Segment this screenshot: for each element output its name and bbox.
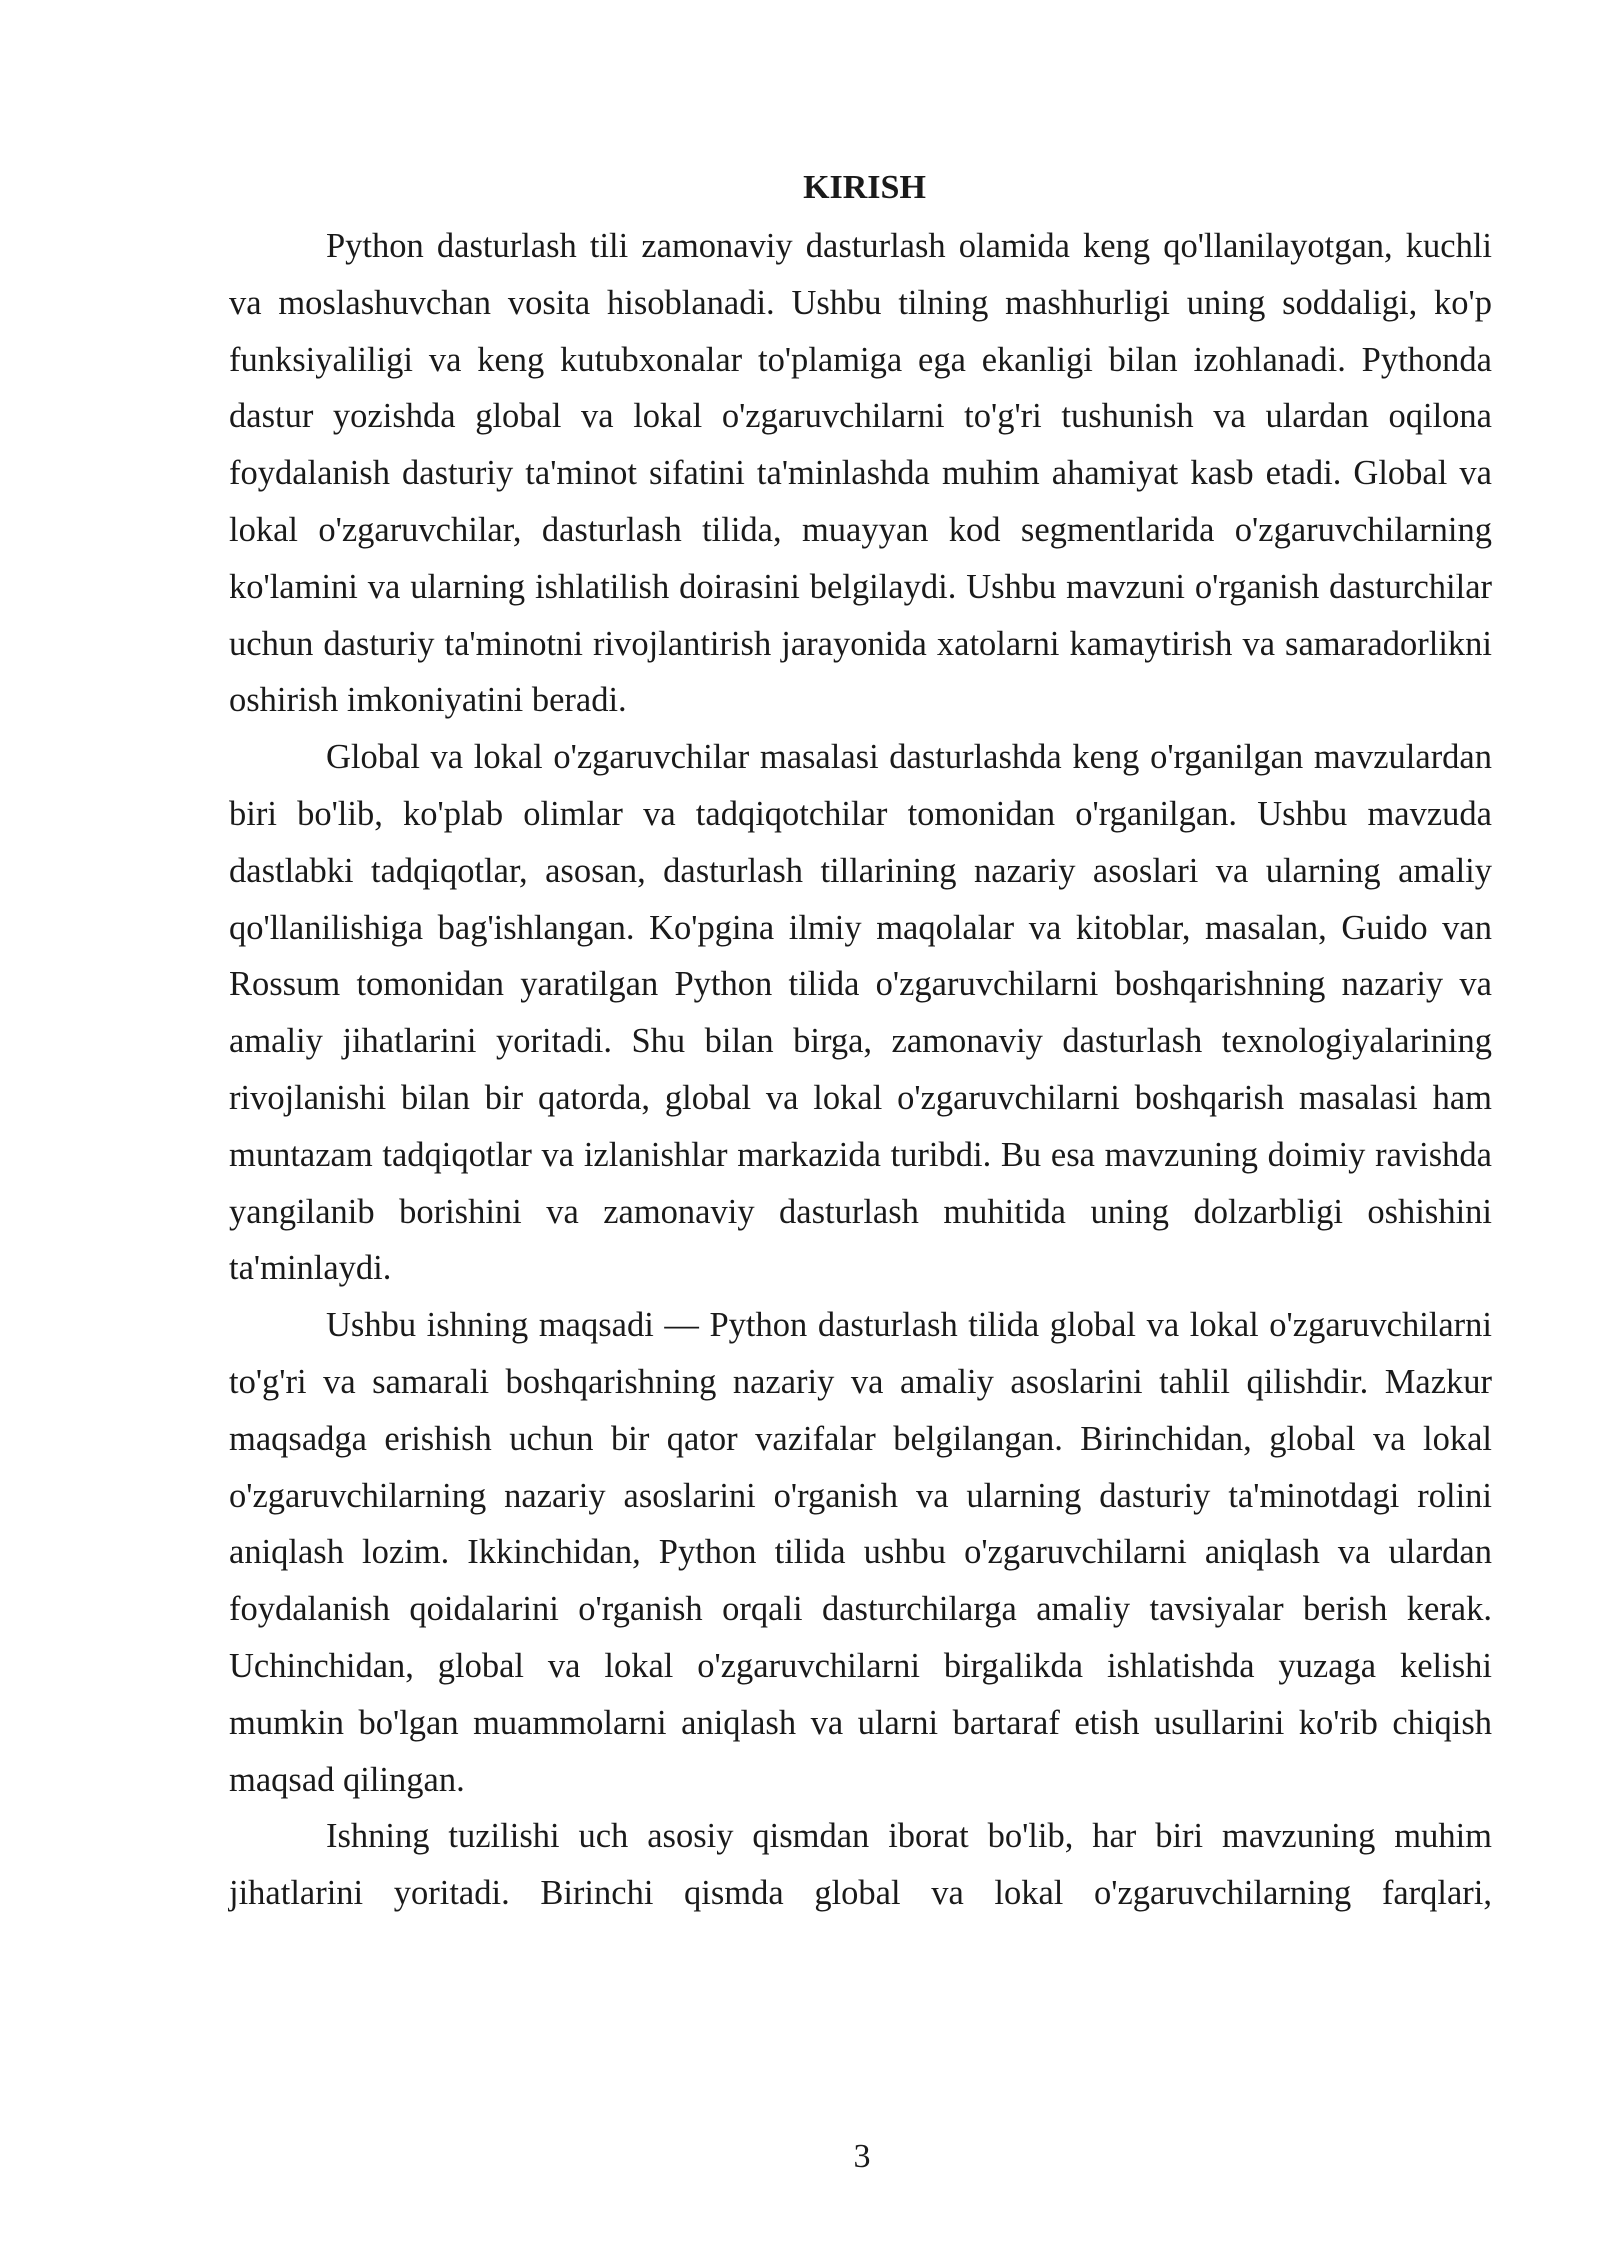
paragraph-1: Python dasturlash tili zamonaviy dasturlash olamida keng qo'llanilayotgan, kuchli va moslashuvchan vosita hisoblanadi. Ushbu tilning mashhurligi uning soddaligi, ko'p funksiyaliligi va keng kutubxonalar to'plamiga ega ekanligi bilan izohlanadi. Pythonda dastur yozishda global va lokal o'zgaruvchilarni to'g'ri tushunish va ulardan oqilona foydalanish dasturiy ta'minot sifatini ta'minlashda muhim ahamiyat kasb etadi. Global va lokal o'zgaruvchilar, dasturlash tilida, muayyan kod segmentlarida o'zgaruvchilarning ko'lamini va ularning ishlatilish doirasini belgilaydi. Ushbu mavzuni o'rganish dasturchilar uchun dasturiy ta'minotni rivojlantirish jarayonida xatolarni kamaytirish va samaradorlikni oshirish imkoniyatini beradi. <box>229 227 1492 720</box>
paragraph-4: Ishning tuzilishi uch asosiy qismdan iborat bo'lib, har biri mavzuning muhim jihatlarini yoritadi. Birinchi qismda global va lokal o'zgaruvchilarning farqlari, <box>229 1817 1492 1913</box>
paragraph-2: Global va lokal o'zgaruvchilar masalasi dasturlashda keng o'rganilgan mavzulardan biri bo'lib, ko'plab olimlar va tadqiqotchilar tomonidan o'rganilgan. Ushbu mavzuda dastlabki tadqiqotlar, asosan, dasturlash tillarining nazariy asoslari va ularning amaliy qo'llanilishiga bag'ishlangan. Ko'pgina ilmiy maqolalar va kitoblar, masalan, Guido van Rossum tomonidan yaratilgan Python tilida o'zgaruvchilarni boshqarishning nazariy va amaliy jihatlarini yoritadi. Shu bilan birga, zamonaviy dasturlash texnologiyalarining rivojlanishi bilan bir qatorda, global va lokal o'zgaruvchilarni boshqarish masalasi ham muntazam tadqiqotlar va izlanishlar markazida turibdi. Bu esa mavzuning doimiy ravishda yangilanib borishini va zamonaviy dasturlash muhitida uning dolzarbligi oshishini ta'minlaydi. <box>229 738 1492 1288</box>
paragraph-3: Ushbu ishning maqsadi — Python dasturlash tilida global va lokal o'zgaruvchilarni to'g'ri va samarali boshqarishning nazariy va amaliy asoslarini tahlil qilishdir. Mazkur maqsadga erishish uchun bir qator vazifalar belgilangan. Birinchidan, global va lokal o'zgaruvchilarning nazariy asoslarini o'rganish va ularning dasturiy ta'minotdagi rolini aniqlash lozim. Ikkinchidan, Python tilida ushbu o'zgaruvchilarni aniqlash va ulardan foydalanish qoidalarini o'rganish orqali dasturchilarga amaliy tavsiyalar berish kerak. Uchinchidan, global va lokal o'zgaruvchilarni birgalikda ishlatishda yuzaga kelishi mumkin bo'lgan muammolarni aniqlash va ularni bartaraf etish usullarini ko'rib chiqish maqsad qilingan. <box>229 1306 1492 1799</box>
section-heading: KIRISH <box>803 169 926 206</box>
page-number: 3 <box>853 2138 871 2175</box>
document-page <box>229 160 1492 1922</box>
